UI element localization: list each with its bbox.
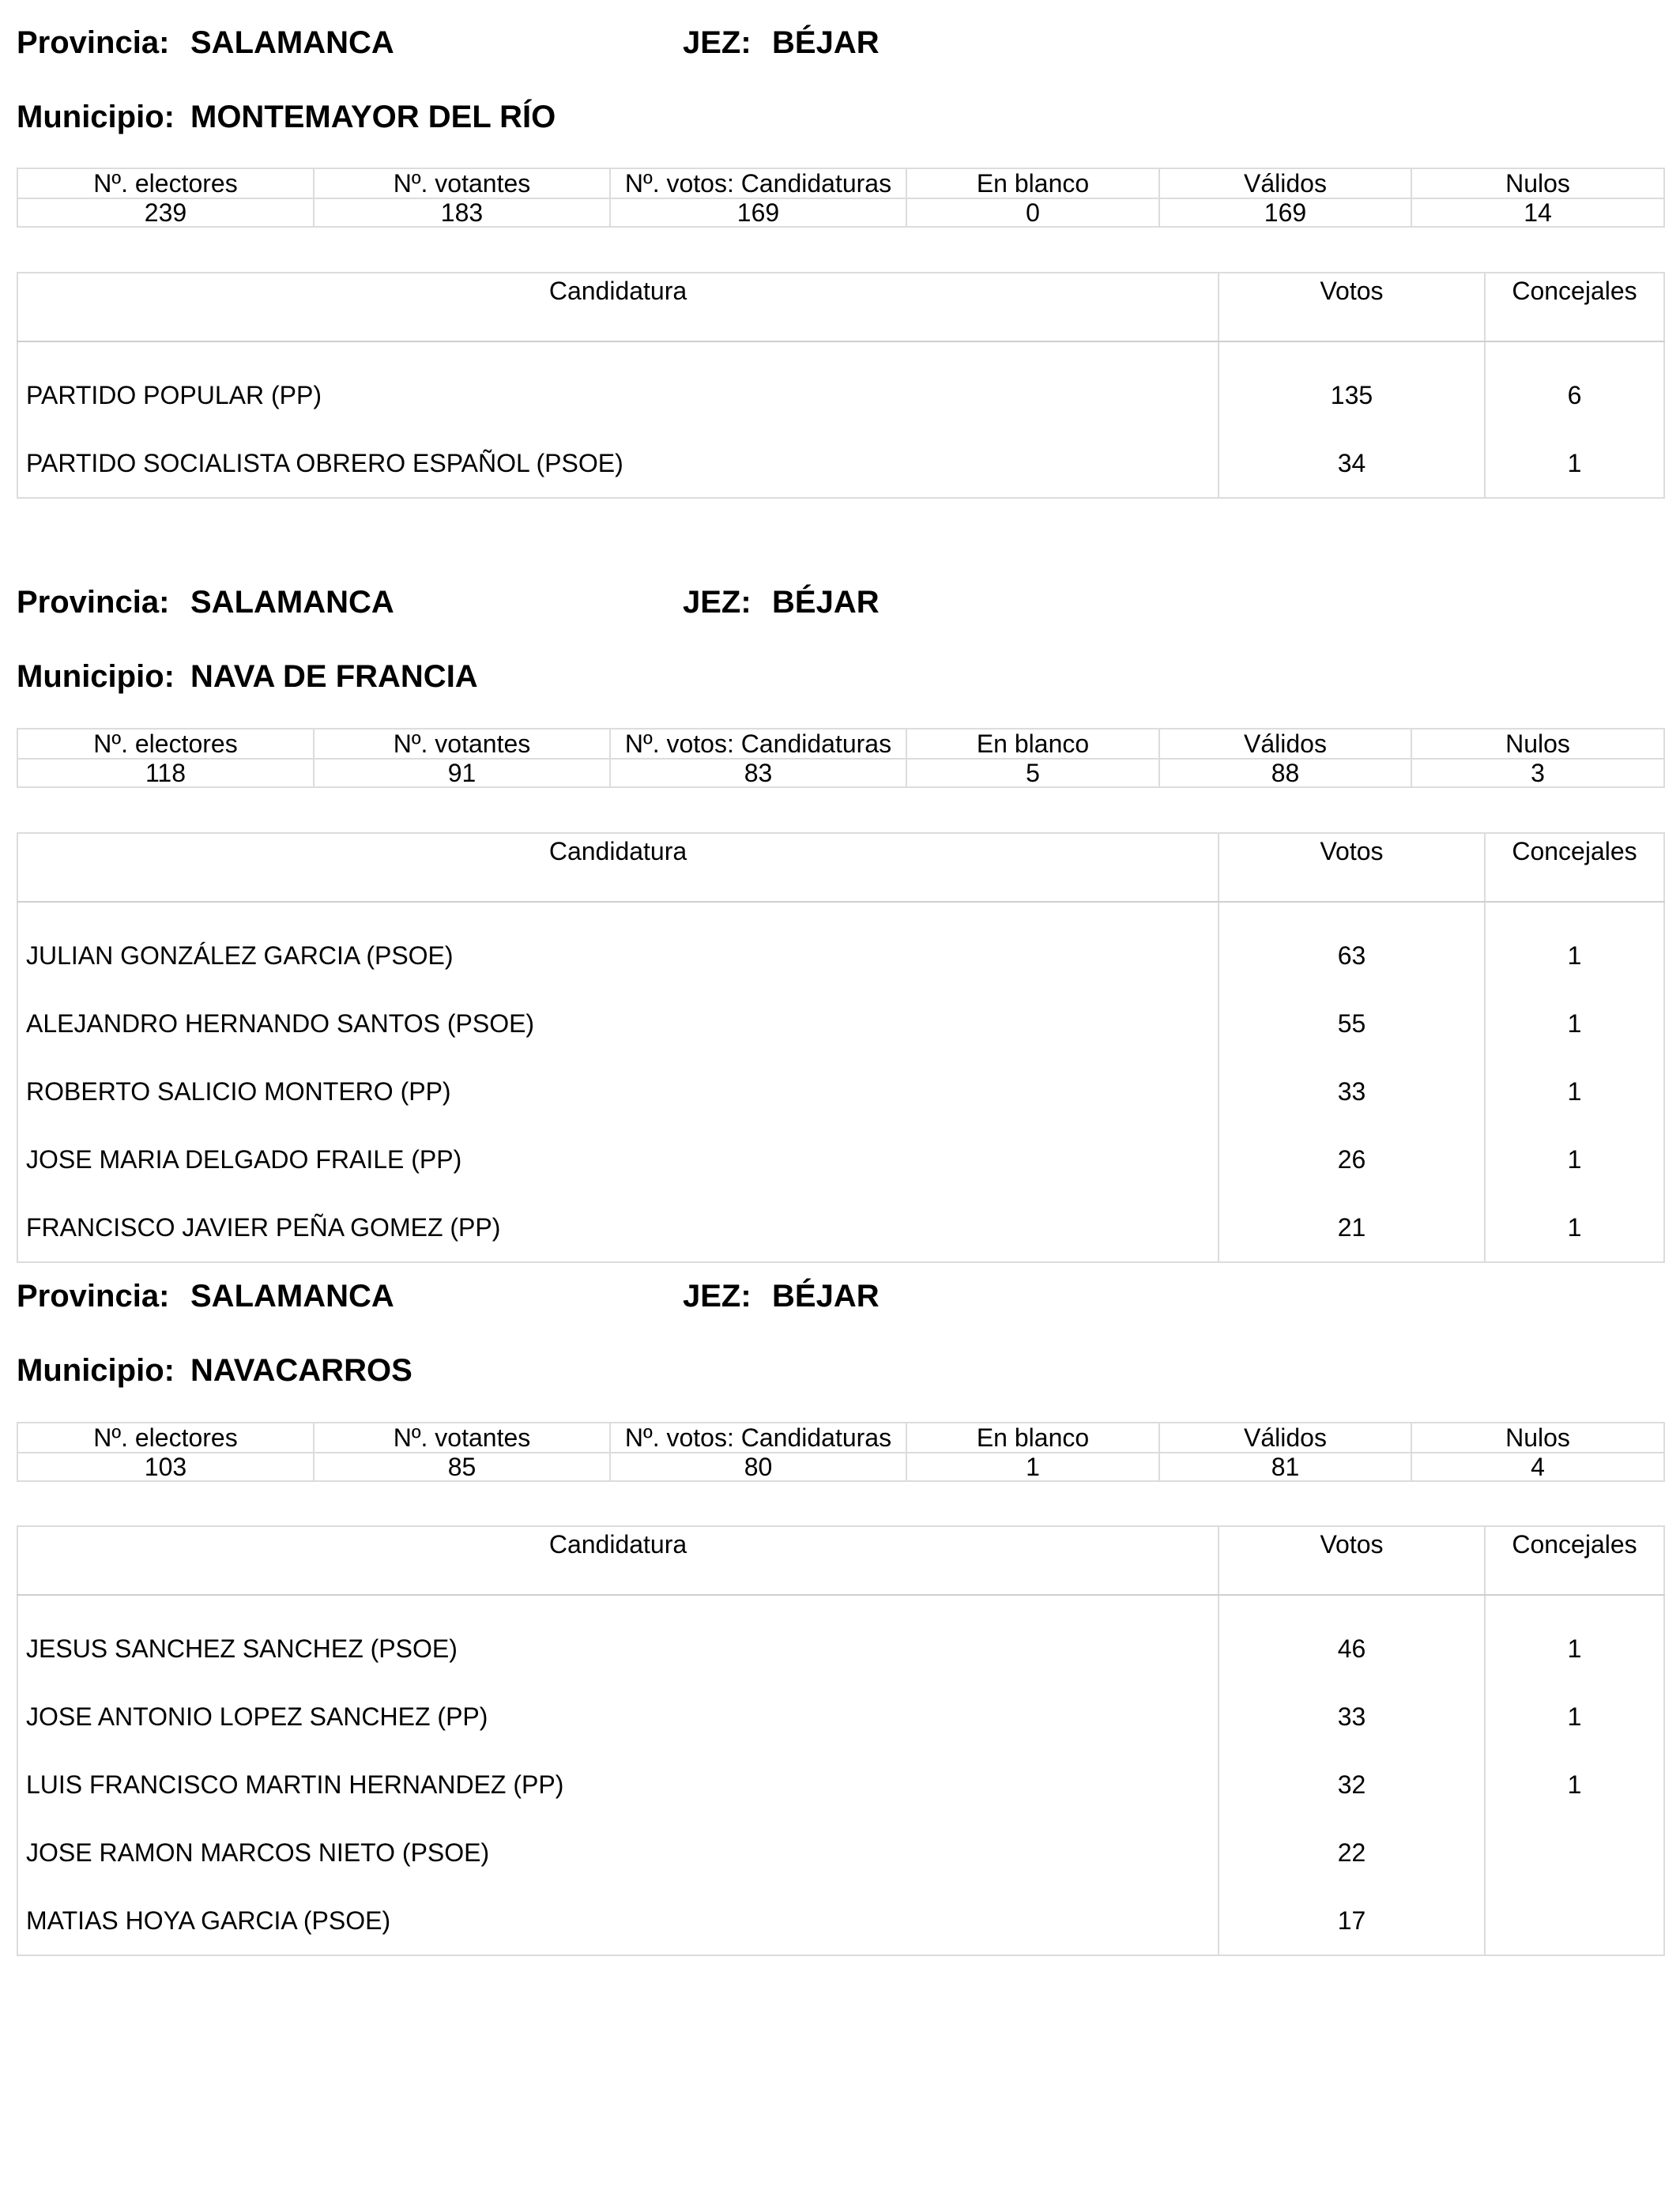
stat-nulos: 3 bbox=[1411, 759, 1664, 787]
municipio-value: NAVA DE FRANCIA bbox=[190, 659, 478, 694]
votos-value: 63 bbox=[1219, 902, 1485, 990]
table-row bbox=[17, 1125, 1664, 1193]
municipio-value: MONTEMAYOR DEL RÍO bbox=[190, 100, 556, 134]
provincia-label: Provincia: bbox=[17, 25, 170, 60]
concejales-value bbox=[1485, 1819, 1664, 1887]
header-candidatura: Candidatura bbox=[17, 273, 1219, 341]
table-row bbox=[17, 990, 1664, 1057]
candidatura-name: JULIAN GONZÁLEZ GARCIA (PSOE) bbox=[17, 902, 1219, 990]
candidatura-name: JESUS SANCHEZ SANCHEZ (PSOE) bbox=[17, 1595, 1219, 1683]
stats-table bbox=[17, 1422, 1665, 1482]
stat-en-blanco: 5 bbox=[906, 759, 1159, 787]
stat-votantes: 85 bbox=[314, 1453, 610, 1481]
votos-value: 34 bbox=[1219, 429, 1485, 498]
stat-electores: 239 bbox=[17, 198, 314, 227]
jez-label: JEZ: bbox=[683, 25, 751, 60]
stat-header-electores: Nº. electores bbox=[17, 729, 314, 759]
concejales-value: 1 bbox=[1485, 1595, 1664, 1683]
stat-header-validos: Válidos bbox=[1159, 1423, 1411, 1453]
stat-header-electores: Nº. electores bbox=[17, 1423, 314, 1453]
municipio-label: Municipio: bbox=[17, 659, 175, 694]
stat-validos: 169 bbox=[1159, 198, 1411, 227]
votos-value: 21 bbox=[1219, 1193, 1485, 1262]
stat-header-validos: Válidos bbox=[1159, 168, 1411, 198]
stats-table bbox=[17, 728, 1665, 788]
provincia-value: SALAMANCA bbox=[190, 585, 394, 620]
stat-header-en-blanco: En blanco bbox=[906, 729, 1159, 759]
stat-header-electores: Nº. electores bbox=[17, 168, 314, 198]
stat-header-votantes: Nº. votantes bbox=[314, 1423, 610, 1453]
stat-nulos: 4 bbox=[1411, 1453, 1664, 1481]
stat-header-votos-candidaturas: Nº. votos: Candidaturas bbox=[610, 729, 906, 759]
votos-value: 33 bbox=[1219, 1057, 1485, 1125]
table-row bbox=[17, 1819, 1664, 1887]
votos-value: 22 bbox=[1219, 1819, 1485, 1887]
votos-value: 26 bbox=[1219, 1125, 1485, 1193]
concejales-value: 1 bbox=[1485, 1683, 1664, 1751]
stat-en-blanco: 1 bbox=[906, 1453, 1159, 1481]
header-candidatura: Candidatura bbox=[17, 833, 1219, 902]
provincia-value: SALAMANCA bbox=[190, 1279, 394, 1314]
results-table bbox=[17, 832, 1665, 1263]
stat-nulos: 14 bbox=[1411, 198, 1664, 227]
header-concejales: Concejales bbox=[1485, 1526, 1664, 1595]
concejales-value: 1 bbox=[1485, 1057, 1664, 1125]
header-votos: Votos bbox=[1219, 833, 1485, 902]
votos-value: 32 bbox=[1219, 1751, 1485, 1819]
municipality-section bbox=[17, 24, 1663, 482]
candidatura-name: MATIAS HOYA GARCIA (PSOE) bbox=[17, 1887, 1219, 1955]
header-candidatura: Candidatura bbox=[17, 1526, 1219, 1595]
stat-votantes: 183 bbox=[314, 198, 610, 227]
stat-header-en-blanco: En blanco bbox=[906, 1423, 1159, 1453]
jez-label: JEZ: bbox=[683, 1279, 751, 1314]
table-row bbox=[17, 1751, 1664, 1819]
concejales-value: 1 bbox=[1485, 429, 1664, 498]
votos-value: 33 bbox=[1219, 1683, 1485, 1751]
stat-validos: 81 bbox=[1159, 1453, 1411, 1481]
votos-value: 46 bbox=[1219, 1595, 1485, 1683]
header-concejales: Concejales bbox=[1485, 273, 1664, 341]
votos-value: 17 bbox=[1219, 1887, 1485, 1955]
municipio-label: Municipio: bbox=[17, 100, 175, 134]
concejales-value bbox=[1485, 1887, 1664, 1955]
stat-header-nulos: Nulos bbox=[1411, 1423, 1664, 1453]
jez-label: JEZ: bbox=[683, 585, 751, 620]
candidatura-name: ALEJANDRO HERNANDO SANTOS (PSOE) bbox=[17, 990, 1219, 1057]
stat-header-votantes: Nº. votantes bbox=[314, 729, 610, 759]
jez-value: BÉJAR bbox=[772, 25, 880, 60]
table-row bbox=[17, 1057, 1664, 1125]
provincia-value: SALAMANCA bbox=[190, 25, 394, 60]
stat-votos-candidaturas: 83 bbox=[610, 759, 906, 787]
stat-votos-candidaturas: 80 bbox=[610, 1453, 906, 1481]
concejales-value: 1 bbox=[1485, 1193, 1664, 1262]
table-row bbox=[17, 341, 1664, 429]
stat-votos-candidaturas: 169 bbox=[610, 198, 906, 227]
municipality-section bbox=[17, 583, 1663, 1242]
jez-value: BÉJAR bbox=[772, 1279, 880, 1314]
stats-table bbox=[17, 168, 1665, 228]
table-row bbox=[17, 1683, 1664, 1751]
stat-header-nulos: Nulos bbox=[1411, 168, 1664, 198]
stat-validos: 88 bbox=[1159, 759, 1411, 787]
table-row bbox=[17, 1595, 1664, 1683]
candidatura-name: FRANCISCO JAVIER PEÑA GOMEZ (PP) bbox=[17, 1193, 1219, 1262]
candidatura-name: JOSE MARIA DELGADO FRAILE (PP) bbox=[17, 1125, 1219, 1193]
stat-header-votos-candidaturas: Nº. votos: Candidaturas bbox=[610, 168, 906, 198]
results-table bbox=[17, 1525, 1665, 1956]
provincia-label: Provincia: bbox=[17, 1279, 170, 1314]
stat-header-votantes: Nº. votantes bbox=[314, 168, 610, 198]
stat-en-blanco: 0 bbox=[906, 198, 1159, 227]
header-votos: Votos bbox=[1219, 1526, 1485, 1595]
stat-electores: 118 bbox=[17, 759, 314, 787]
candidatura-name: PARTIDO SOCIALISTA OBRERO ESPAÑOL (PSOE) bbox=[17, 429, 1219, 498]
table-row bbox=[17, 902, 1664, 990]
header-concejales: Concejales bbox=[1485, 833, 1664, 902]
provincia-label: Provincia: bbox=[17, 585, 170, 620]
stat-header-votos-candidaturas: Nº. votos: Candidaturas bbox=[610, 1423, 906, 1453]
municipio-value: NAVACARROS bbox=[190, 1353, 412, 1388]
candidatura-name: JOSE ANTONIO LOPEZ SANCHEZ (PP) bbox=[17, 1683, 1219, 1751]
stat-header-nulos: Nulos bbox=[1411, 729, 1664, 759]
stat-header-validos: Válidos bbox=[1159, 729, 1411, 759]
municipio-label: Municipio: bbox=[17, 1353, 175, 1388]
candidatura-name: JOSE RAMON MARCOS NIETO (PSOE) bbox=[17, 1819, 1219, 1887]
table-row bbox=[17, 1193, 1664, 1262]
results-table bbox=[17, 272, 1665, 499]
header-votos: Votos bbox=[1219, 273, 1485, 341]
stat-electores: 103 bbox=[17, 1453, 314, 1481]
jez-value: BÉJAR bbox=[772, 585, 880, 620]
table-row bbox=[17, 1887, 1664, 1955]
concejales-value: 1 bbox=[1485, 1125, 1664, 1193]
concejales-value: 1 bbox=[1485, 990, 1664, 1057]
candidatura-name: PARTIDO POPULAR (PP) bbox=[17, 341, 1219, 429]
candidatura-name: LUIS FRANCISCO MARTIN HERNANDEZ (PP) bbox=[17, 1751, 1219, 1819]
table-row bbox=[17, 429, 1664, 498]
stat-votantes: 91 bbox=[314, 759, 610, 787]
stat-header-en-blanco: En blanco bbox=[906, 168, 1159, 198]
votos-value: 55 bbox=[1219, 990, 1485, 1057]
candidatura-name: ROBERTO SALICIO MONTERO (PP) bbox=[17, 1057, 1219, 1125]
municipality-section bbox=[17, 1277, 1663, 1941]
concejales-value: 6 bbox=[1485, 341, 1664, 429]
concejales-value: 1 bbox=[1485, 902, 1664, 990]
concejales-value: 1 bbox=[1485, 1751, 1664, 1819]
votos-value: 135 bbox=[1219, 341, 1485, 429]
